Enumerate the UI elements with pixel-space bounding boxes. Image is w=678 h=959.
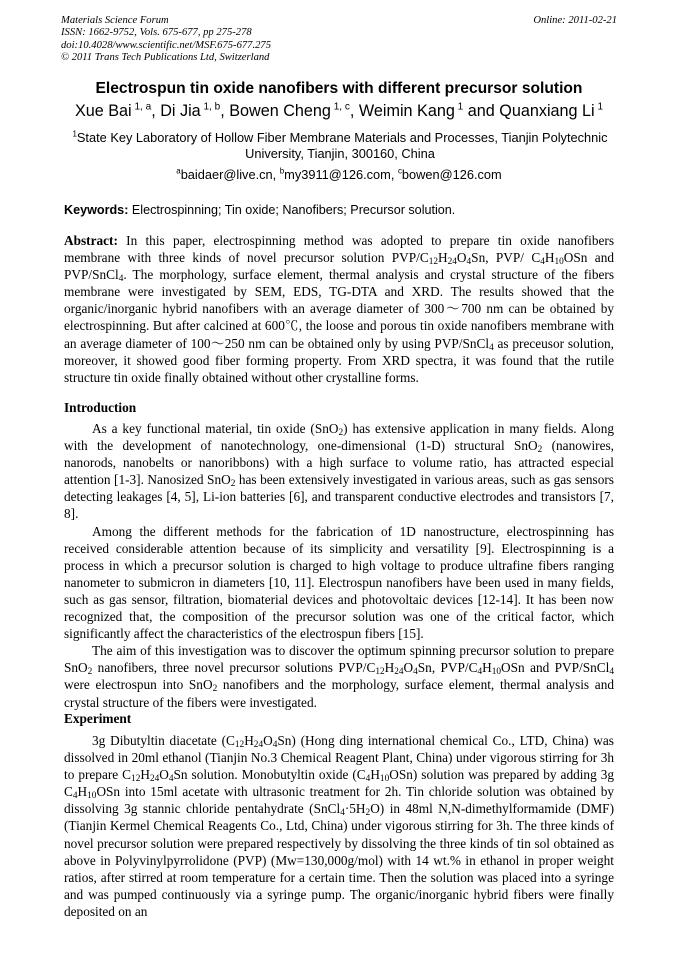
email-address[interactable]: baidaer@live.cn [180,167,273,182]
author-name: Xue Bai [74,102,132,120]
author-name: Di Jia [160,102,201,120]
introduction-body [64,420,614,711]
journal-name: Materials Science Forum [61,15,169,26]
author-affiliation-marker: 1, a [131,101,152,113]
email-list: $^a$baidaer@live.cn, $^b$my3911@126.com, $^c$bowen@126.com [176,166,502,182]
paper-title: Electrospun tin oxide nanofibers with different precursor solution [95,80,583,97]
affiliation-text: State Key Laboratory of Hollow Fiber Membrane Materials and Processes, Tianjin Polytechnic University, Tianjin, 300160, China [76,130,608,161]
abstract-text: In this paper, electrospinning method was adopted to prepare tin oxide nanofibers membrane with three kinds of novel precursor solution PVP/$C_{12}H_{24}O_4Sn$, PVP/ $C_4H_{10}OSn$ and PVP/SnCl$_4$. The morphology, surface element, thermal analysis and crystal structure of the fibers membrane were investigated by SEM, EDS, TG-DTA and XRD. The results showed that the organic/inorganic hybrid nanofibers with an average diameter of 300～700 nm can be obtained by electrospinning. But after calcined at 600℃, the loose and porous tin oxide nanofibers membrane with an average diameter of 100～250 nm can be obtained only by using PVP/SnCl$_4$ as preceusor solution, moreover, it showed good fiber forming property. From XRD spectra, it was found that the rutile structure tin oxide finally obtained without other crystalline forms. [64,233,615,385]
author-affiliation-marker: 1, b [200,101,221,113]
author-affiliation-marker: 1 [454,101,464,113]
introduction-heading: Introduction [64,400,137,415]
intro-paragraph: Among the different methods for the fabrication of 1D nanostructure, electrospinning has received considerable attention because of its simplicity and versatility [9]. Electrospinning is a process in which a precursor solution is charged to high voltage to produce ultrafine fibers ranging nanometer to submicron in diameters [10, 11]. Electrospun nanofibers have been used in many fields, such as gas sensor, filtration, biomaterial devices and photovoltaic devices [12-14]. It has been now recognized that, the composition of the precursor solution was one of the critical factor, which significantly affect the characteristics of the electrospun fibers [15]. [64,523,614,642]
abstract [64,232,614,386]
experiment-body [64,732,614,920]
author-name: Weimin Kang [358,102,455,120]
experiment-heading: Experiment [64,711,132,726]
author-affiliation-marker: 1 [594,101,604,113]
keywords-text: Electrospinning; Tin oxide; Nanofibers; Precursor solution. [131,203,456,217]
keywords [64,203,455,217]
online-date: Online: 2011-02-21 [533,15,617,26]
issn-line: ISSN: 1662-9752, Vols. 675-677, pp 275-278 [61,27,252,39]
email-address[interactable]: bowen@126.com [401,167,502,182]
author-name: Bowen Cheng [229,102,331,120]
email-marker: c [397,166,402,176]
email-marker: a [176,166,181,176]
affiliation [70,130,610,162]
email-marker: b [279,166,285,176]
author-affiliation-marker: 1, c [330,101,350,113]
intro-paragraph: The aim of this investigation was to discover the optimum spinning precursor solution to prepare SnO$_2$ nanofibers, three novel precursor solutions PVP/$C_{12}H_{24}O_4Sn$, PVP/$C_4H_{10}OSn$ and PVP/SnCl$_4$ were electrospun into SnO$_2$ nanofibers and the morphology, surface element, thermal analysis and crystal structure of the fibers were investigated. [64,643,614,710]
doi-line: doi:10.4028/www.scientific.net/MSF.675-677.275 [61,39,271,51]
intro-paragraph: As a key functional material, tin oxide (SnO$_2$) has extensive application in many fields. Along with the development of nanotechnology, one-dimensional (1-D) structural SnO$_2$ (nanowires, nanorods, nanobelts or nanoribbons) with a high surface to volume ratio, has attracted especial attention [1-3]. Nanosized SnO$_2$ has been extensively investigated in various areas, such as gas sensors detecting leakages [4, 5], Li-ion batteries [6], and transparent conductive electrodes and transistors [7, 8]. [64,421,614,522]
experiment-paragraph: 3g Dibutyltin diacetate $(C_{12}H_{24}O_4Sn)$ (Hong ding international chemical Co., LTD, China) was dissolved in 20ml ethanol (Tianjin No.3 Chemical Reagent Plant, China) under vigorous stirring for 3h to prepare $C_{12}H_{24}O_4Sn$ solution. Monobutyltin oxide $(C_4H_{10}OSn)$ solution was prepared by adding 3g $C_4H_{10}OSn$ into 15ml acetate with ultrasonic treatment for 2h. Tin chloride solution was obtained by dissolving 3g stannic chloride pentahydrate $(SnCl_4\cdot 5H_2O)$ in 48ml N,N-dimethylformamide (DMF) (Tianjin Kermel Chemical Reagents Co., Ltd, China) under vigorous stirring for 3h. The three kinds of novel precursor solution were prepared respectively by dissolving the three kinds of tin sol obtained as above in Polyvinylpyrrolidone (PVP) (Mw=130,000g/mol) with 14 wt.% in ethanol in proper weight ratios, after stirred at room temperature for a certain time. Then the solution was placed into a syringe and was pumped continuously via a syringe pump. The organic/inorganic hybrid fibers were finally deposited on an [64,733,615,919]
copyright-line: © 2011 Trans Tech Publications Ltd, Switzerland [61,51,270,63]
keywords-label: Keywords: [64,203,129,217]
email-address[interactable]: my3911@126.com [284,167,391,182]
abstract-label: Abstract: [64,233,118,248]
journal-header [61,15,617,64]
affiliation-marker: 1 [72,129,77,139]
author-list: Xue Bai $^{1, a}$, Di Jia $^{1, b}$, Bowen Cheng $^{1, c}$, Weimin Kang $^1$ and Quanxiang Li $^1$ [74,101,604,120]
author-name: Quanxiang Li [499,102,595,120]
